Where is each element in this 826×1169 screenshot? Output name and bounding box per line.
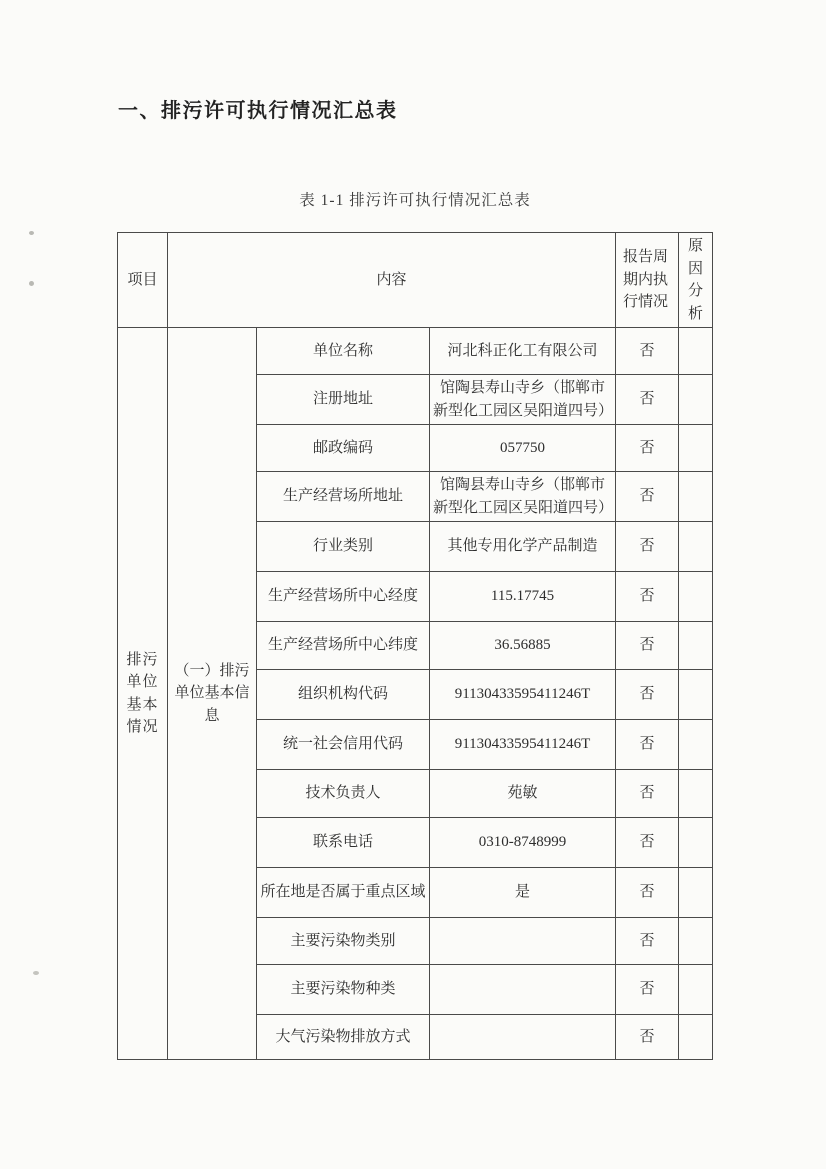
- row-label: 单位名称: [257, 328, 430, 375]
- table-row: [118, 328, 713, 375]
- row-label: 技术负责人: [257, 770, 430, 818]
- section-label: （一）排污单位基本信息: [174, 662, 250, 724]
- row-label: 行业类别: [257, 522, 430, 572]
- row-reason: [679, 622, 713, 670]
- row-label: 所在地是否属于重点区域: [257, 868, 430, 918]
- row-execution: 否: [616, 375, 679, 425]
- row-reason: [679, 328, 713, 375]
- row-value: [430, 918, 616, 965]
- row-reason: [679, 770, 713, 818]
- row-value: 河北科正化工有限公司: [430, 328, 616, 375]
- row-reason: [679, 918, 713, 965]
- row-value: 苑敏: [430, 770, 616, 818]
- row-value: 36.56885: [430, 622, 616, 670]
- row-reason: [679, 818, 713, 868]
- row-execution: 否: [616, 522, 679, 572]
- row-label: 联系电话: [257, 818, 430, 868]
- row-value: [430, 1015, 616, 1060]
- row-label: 生产经营场所中心纬度: [257, 622, 430, 670]
- row-execution: 否: [616, 720, 679, 770]
- row-label: 主要污染物种类: [257, 965, 430, 1015]
- row-execution: 否: [616, 670, 679, 720]
- row-execution: 否: [616, 918, 679, 965]
- row-reason: [679, 868, 713, 918]
- row-label: 主要污染物类别: [257, 918, 430, 965]
- permit-summary-table: [117, 232, 713, 1060]
- row-execution: 否: [616, 770, 679, 818]
- category-cell: [118, 328, 168, 1060]
- row-label: 生产经营场所中心经度: [257, 572, 430, 622]
- row-value: 馆陶县寿山寺乡（邯郸市新型化工园区吴阳道四号）: [430, 375, 616, 425]
- table-caption: 表 1-1 排污许可执行情况汇总表: [299, 192, 531, 209]
- row-label: 生产经营场所地址: [257, 472, 430, 522]
- row-reason: [679, 670, 713, 720]
- row-reason: [679, 720, 713, 770]
- row-execution: 否: [616, 622, 679, 670]
- header-execution: [616, 233, 679, 328]
- row-execution: 否: [616, 472, 679, 522]
- row-label: 注册地址: [257, 375, 430, 425]
- row-value: 馆陶县寿山寺乡（邯郸市新型化工园区吴阳道四号）: [430, 472, 616, 522]
- row-execution: 否: [616, 572, 679, 622]
- row-reason: [679, 965, 713, 1015]
- table-header-row: [118, 233, 713, 328]
- row-reason: [679, 1015, 713, 1060]
- row-reason: [679, 522, 713, 572]
- row-execution: 否: [616, 328, 679, 375]
- header-item: 项目: [118, 233, 168, 328]
- header-reason-label: 原因分析: [688, 238, 704, 322]
- row-label: 统一社会信用代码: [257, 720, 430, 770]
- row-label: 大气污染物排放方式: [257, 1015, 430, 1060]
- row-value: 057750: [430, 425, 616, 472]
- header-content: 内容: [168, 233, 616, 328]
- row-reason: [679, 572, 713, 622]
- scan-speck: [29, 231, 34, 235]
- row-execution: 否: [616, 425, 679, 472]
- scan-speck: [29, 281, 34, 286]
- header-reason: [679, 233, 713, 328]
- scan-speck: [33, 971, 39, 975]
- category-label: 排污单位基本情况: [126, 651, 159, 735]
- row-execution: 否: [616, 1015, 679, 1060]
- row-value: 0310-8748999: [430, 818, 616, 868]
- row-reason: [679, 375, 713, 425]
- row-label: 邮政编码: [257, 425, 430, 472]
- section-cell: [168, 328, 257, 1060]
- row-reason: [679, 472, 713, 522]
- row-execution: 否: [616, 818, 679, 868]
- row-value: [430, 965, 616, 1015]
- row-value: 其他专用化学产品制造: [430, 522, 616, 572]
- row-value: 91130433595411246T: [430, 720, 616, 770]
- row-execution: 否: [616, 868, 679, 918]
- row-value: 是: [430, 868, 616, 918]
- row-label: 组织机构代码: [257, 670, 430, 720]
- header-execution-label: 报告周期内执行情况: [623, 249, 669, 311]
- row-value: 115.17745: [430, 572, 616, 622]
- row-value: 91130433595411246T: [430, 670, 616, 720]
- row-execution: 否: [616, 965, 679, 1015]
- row-reason: [679, 425, 713, 472]
- section-heading: 一、排污许可执行情况汇总表: [118, 100, 398, 122]
